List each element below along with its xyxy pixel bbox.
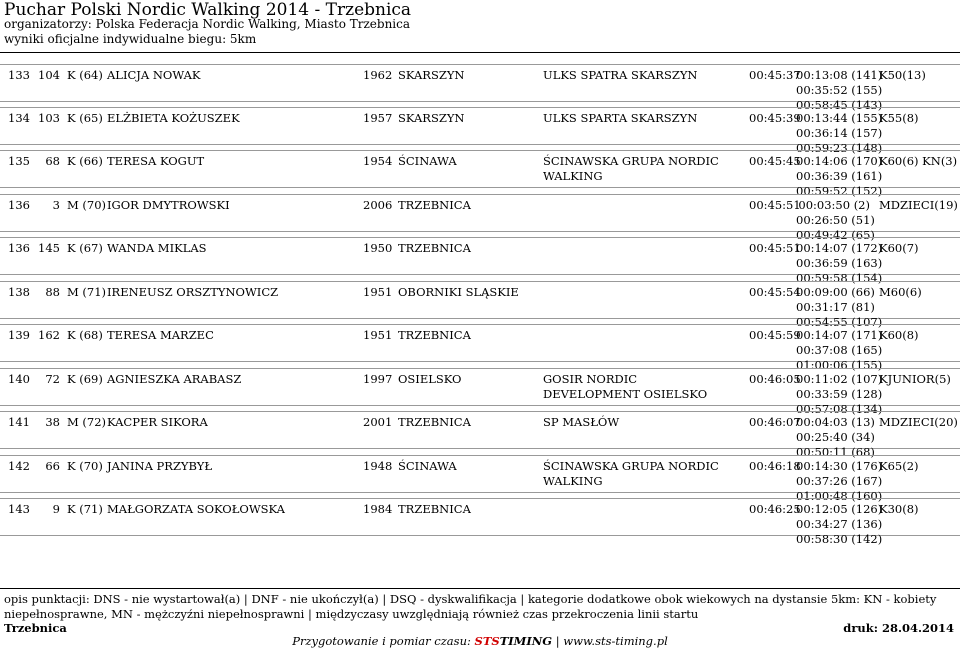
credit-website[interactable]: | www.sts-timing.pl xyxy=(552,634,668,648)
result-place: 143 xyxy=(8,502,30,516)
result-birth-year: 1954 xyxy=(363,154,393,168)
result-birth-year: 1984 xyxy=(363,502,393,516)
result-category-rank: K (68) xyxy=(67,328,103,342)
result-category-rank: M (70) xyxy=(67,198,107,212)
result-age-class: MDZIECI(20) xyxy=(879,415,958,429)
result-name: MAŁGORZATA SOKOŁOWSKA xyxy=(107,502,285,516)
result-time: 00:46:05 xyxy=(749,372,801,386)
result-club: ŚCINAWSKA GRUPA NORDIC WALKING xyxy=(543,154,719,183)
result-age-class: K30(8) xyxy=(879,502,919,516)
result-birth-year: 1951 xyxy=(363,285,393,299)
footer-divider xyxy=(0,588,960,589)
result-city: SKARSZYN xyxy=(398,68,465,82)
timing-credit xyxy=(0,634,960,649)
split-time: 00:36:14 (157) xyxy=(796,126,883,140)
result-age-class: K60(7) xyxy=(879,241,919,255)
result-age-class: K60(6) KN(3) xyxy=(879,154,958,168)
result-time: 00:45:39 xyxy=(749,111,801,125)
result-bib-number: 72 xyxy=(45,372,60,386)
print-date: druk: 28.04.2014 xyxy=(843,621,954,635)
table-row xyxy=(0,459,960,503)
result-club: ULKS SPATRA SKARSZYN xyxy=(543,68,698,82)
split-time: 00:34:27 (136) xyxy=(796,517,883,531)
result-birth-year: 2006 xyxy=(363,198,393,212)
table-row xyxy=(0,415,960,459)
table-row xyxy=(0,241,960,285)
scoring-legend: opis punktacji: DNS - nie wystartował(a) | DNF - nie ukończył(a) | DSQ - dyskwalifikacja | kategorie dodatkowe obok wiekowych na dystansie 5km: KN - kobiety niepełnosprawne, MN - mężczyźni niepełnosprawni | międzyczasy uwzględniają również czas przekroczenia linii startu xyxy=(4,592,937,621)
result-name: TERESA MARZEC xyxy=(107,328,214,342)
result-birth-year: 1997 xyxy=(363,372,393,386)
split-time: 00:58:30 (142) xyxy=(796,532,883,546)
result-age-class: K50(13) xyxy=(879,68,926,82)
result-name: ELŻBIETA KOŻUSZEK xyxy=(107,111,240,125)
result-time: 00:46:07 xyxy=(749,415,801,429)
result-city: TRZEBNICA xyxy=(398,415,471,429)
result-place: 134 xyxy=(8,111,30,125)
split-time: 00:49:42 (65) xyxy=(796,228,875,242)
result-splits xyxy=(796,154,883,199)
table-row xyxy=(0,154,960,198)
result-age-class: K55(8) xyxy=(879,111,919,125)
split-time: 00:33:59 (128) xyxy=(796,387,883,401)
split-time: 00:26:50 (51) xyxy=(796,213,875,227)
result-birth-year: 1962 xyxy=(363,68,393,82)
result-place: 142 xyxy=(8,459,30,473)
result-time: 00:46:25 xyxy=(749,502,801,516)
result-category-rank: M (71) xyxy=(67,285,107,299)
result-club: ŚCINAWSKA GRUPA NORDIC WALKING xyxy=(543,459,719,488)
result-age-class: KJUNIOR(5) xyxy=(879,372,951,386)
result-time: 00:45:37 xyxy=(749,68,801,82)
result-bib-number: 103 xyxy=(38,111,60,125)
result-bib-number: 3 xyxy=(52,198,60,212)
result-category-rank: K (70) xyxy=(67,459,103,473)
footer-place: Trzebnica xyxy=(4,621,67,635)
result-city: TRZEBNICA xyxy=(398,502,471,516)
result-bib-number: 66 xyxy=(45,459,60,473)
result-time: 00:45:51 xyxy=(749,198,801,212)
split-time: 00:54:55 (107) xyxy=(796,315,883,329)
result-name: KACPER SIKORA xyxy=(107,415,208,429)
result-birth-year: 1957 xyxy=(363,111,393,125)
organizers-line: organizatorzy: Polska Federacja Nordic Walking, Miasto Trzebnica xyxy=(4,17,411,31)
split-time: 00:59:52 (152) xyxy=(796,184,883,198)
split-time: 00:09:00 (66) xyxy=(796,285,875,299)
result-birth-year: 1948 xyxy=(363,459,393,473)
split-time: 00:13:44 (155) xyxy=(796,111,883,125)
result-city: OSIELSKO xyxy=(398,372,462,386)
table-row xyxy=(0,328,960,372)
table-row xyxy=(0,68,960,112)
result-bib-number: 9 xyxy=(52,502,60,516)
credit-prefix: Przygotowanie i pomiar czasu: xyxy=(292,634,475,648)
split-time: 00:25:40 (34) xyxy=(796,430,875,444)
split-time: 00:03:50 (2) xyxy=(798,198,870,212)
result-place: 136 xyxy=(8,198,30,212)
split-time: 00:59:58 (154) xyxy=(796,271,883,285)
result-age-class: K65(2) xyxy=(879,459,919,473)
split-time: 00:04:03 (13) xyxy=(796,415,875,429)
result-city: TRZEBNICA xyxy=(398,198,471,212)
split-time: 00:11:02 (107) xyxy=(796,372,883,386)
result-age-class: M60(6) xyxy=(879,285,922,299)
result-city: SKARSZYN xyxy=(398,111,465,125)
result-splits xyxy=(796,328,883,373)
result-name: AGNIESZKA ARABASZ xyxy=(107,372,242,386)
table-row xyxy=(0,372,960,416)
table-row xyxy=(0,111,960,155)
table-row xyxy=(0,198,960,242)
split-time: 00:14:07 (172) xyxy=(796,241,883,255)
result-name: IGOR DMYTROWSKI xyxy=(107,198,230,212)
split-time: 00:37:08 (165) xyxy=(796,343,883,357)
results-subtitle: wyniki oficjalne indywidualne biegu: 5km xyxy=(4,32,257,46)
result-splits xyxy=(796,502,883,547)
table-row xyxy=(0,285,960,329)
result-birth-year: 1951 xyxy=(363,328,393,342)
result-bib-number: 38 xyxy=(45,415,60,429)
split-time: 00:14:06 (170) xyxy=(796,154,883,168)
result-name: IRENEUSZ ORSZTYNOWICZ xyxy=(107,285,279,299)
result-city: ŚCINAWA xyxy=(398,459,457,473)
result-place: 133 xyxy=(8,68,30,82)
split-time: 00:12:05 (126) xyxy=(796,502,883,516)
split-time: 01:00:06 (155) xyxy=(796,358,883,372)
result-place: 141 xyxy=(8,415,30,429)
result-city: TRZEBNICA xyxy=(398,328,471,342)
split-time: 00:50:11 (68) xyxy=(796,445,875,459)
result-city: OBORNIKI SLĄSKIE xyxy=(398,285,519,299)
result-name: ALICJA NOWAK xyxy=(107,68,201,82)
split-time: 00:35:52 (155) xyxy=(796,83,883,97)
result-name: TERESA KOGUT xyxy=(107,154,205,168)
result-place: 136 xyxy=(8,241,30,255)
split-time: 00:58:45 (143) xyxy=(796,98,883,112)
result-category-rank: K (66) xyxy=(67,154,103,168)
result-city: ŚCINAWA xyxy=(398,154,457,168)
result-bib-number: 68 xyxy=(45,154,60,168)
result-category-rank: M (72) xyxy=(67,415,107,429)
result-place: 135 xyxy=(8,154,30,168)
result-bib-number: 162 xyxy=(38,328,60,342)
table-row xyxy=(0,502,960,546)
split-time: 00:57:08 (134) xyxy=(796,402,883,416)
split-time: 00:31:17 (81) xyxy=(796,300,875,314)
header-divider xyxy=(0,52,960,53)
result-time: 00:45:59 xyxy=(749,328,801,342)
result-name: JANINA PRZYBYŁ xyxy=(107,459,213,473)
result-birth-year: 1950 xyxy=(363,241,393,255)
split-time: 00:14:07 (171) xyxy=(796,328,883,342)
result-category-rank: K (69) xyxy=(67,372,103,386)
result-place: 139 xyxy=(8,328,30,342)
result-club: GOSIR NORDIC DEVELOPMENT OSIELSKO xyxy=(543,372,708,401)
result-bib-number: 104 xyxy=(38,68,60,82)
result-bib-number: 88 xyxy=(45,285,60,299)
result-category-rank: K (71) xyxy=(67,502,103,516)
result-bib-number: 145 xyxy=(38,241,60,255)
split-time: 00:14:30 (176) xyxy=(796,459,883,473)
result-city: TRZEBNICA xyxy=(398,241,471,255)
result-place: 138 xyxy=(8,285,30,299)
result-time: 00:46:18 xyxy=(749,459,801,473)
result-time: 00:45:51 xyxy=(749,241,801,255)
result-club: SP MASŁÓW xyxy=(543,415,620,429)
split-time: 00:37:26 (167) xyxy=(796,474,883,488)
result-category-rank: K (64) xyxy=(67,68,103,82)
result-age-class: MDZIECI(19) xyxy=(879,198,958,212)
result-time: 00:45:45 xyxy=(749,154,801,168)
credit-brand-sts: STS xyxy=(474,634,500,648)
result-time: 00:45:54 xyxy=(749,285,801,299)
split-time: 00:59:23 (148) xyxy=(796,141,883,155)
result-birth-year: 2001 xyxy=(363,415,393,429)
result-place: 140 xyxy=(8,372,30,386)
split-time: 00:36:39 (161) xyxy=(796,169,883,183)
split-time: 00:13:08 (141) xyxy=(796,68,883,82)
result-club: ULKS SPARTA SKARSZYN xyxy=(543,111,698,125)
credit-brand-timing: TIMING xyxy=(499,634,553,648)
result-splits xyxy=(796,241,883,286)
result-name: WANDA MIKLAS xyxy=(107,241,207,255)
result-category-rank: K (67) xyxy=(67,241,103,255)
result-category-rank: K (65) xyxy=(67,111,103,125)
result-age-class: K60(8) xyxy=(879,328,919,342)
page-title: Puchar Polski Nordic Walking 2014 - Trzebnica xyxy=(4,0,412,20)
result-splits xyxy=(796,415,875,460)
split-time: 00:36:59 (163) xyxy=(796,256,883,270)
split-time: 01:00:48 (160) xyxy=(796,489,883,503)
